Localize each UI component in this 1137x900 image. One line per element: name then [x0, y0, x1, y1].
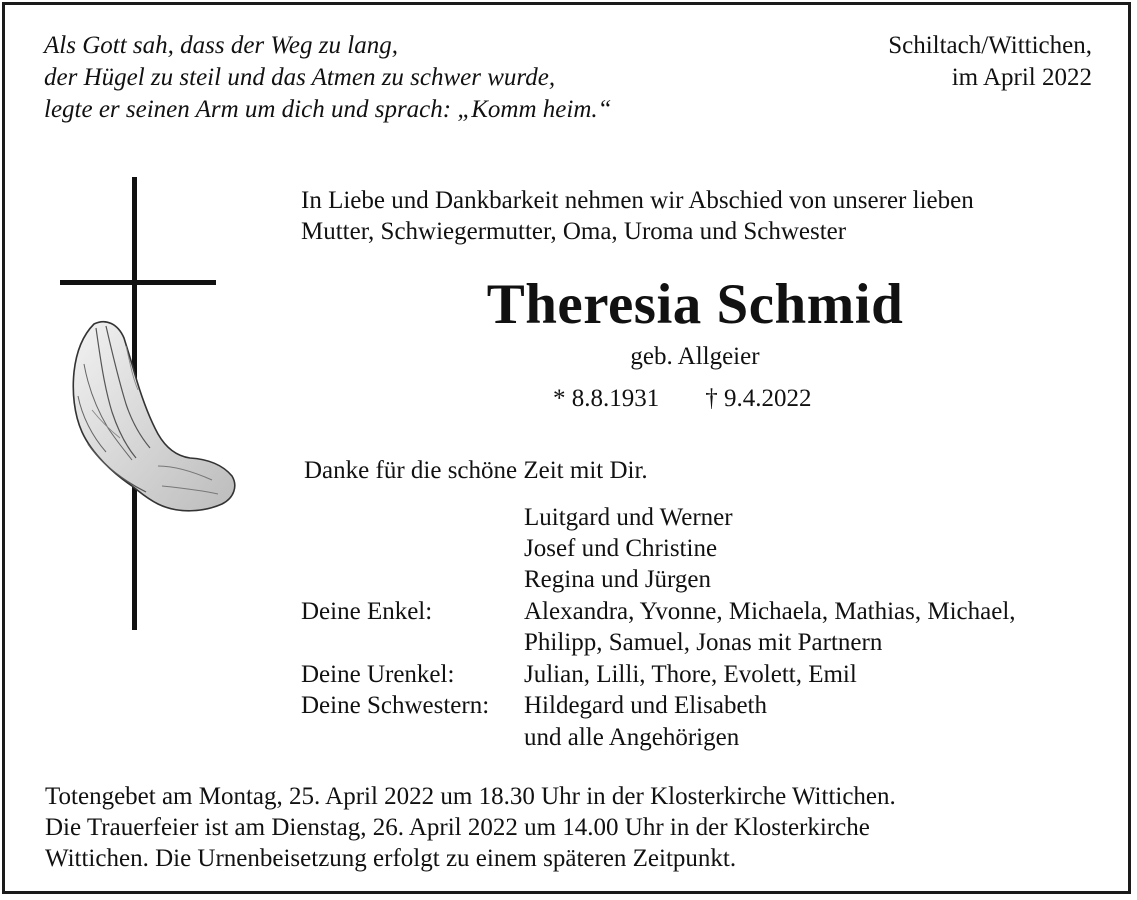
- quote-line: legte er seinen Arm um dich und sprach: „Komm heim.“: [44, 96, 612, 123]
- quote-line: der Hügel zu steil und das Atmen zu schwer wurde,: [44, 64, 556, 91]
- service-information: [45, 781, 896, 874]
- life-dates: [553, 384, 812, 414]
- cross-icon-bar: [60, 280, 216, 285]
- date: im April 2022: [951, 64, 1092, 91]
- service-line: Wittichen. Die Urnenbeisetzung erfolgt zu einem späteren Zeitpunkt.: [45, 845, 737, 872]
- deceased-name: Theresia Schmid: [486, 273, 904, 336]
- great-grandchildren-names: Julian, Lilli, Thore, Evolett, Emil: [524, 661, 857, 688]
- service-line: Totengebet am Montag, 25. April 2022 um 18.30 Uhr in der Klosterkirche Wittichen.: [45, 783, 896, 810]
- birth-date: * 8.8.1931: [553, 385, 660, 412]
- birth-name: geb. Allgeier: [630, 343, 760, 370]
- service-line: Die Trauerfeier ist am Dienstag, 26. April 2022 um 14.00 Uhr in der Klosterkirche: [45, 814, 870, 841]
- child-couple: Regina und Jürgen: [524, 566, 712, 593]
- memorial-quote: [44, 30, 612, 126]
- grandchildren-names: Philipp, Samuel, Jonas mit Partnern: [524, 629, 883, 656]
- intro-line: Mutter, Schwiegermutter, Oma, Uroma und Schwester: [301, 218, 847, 245]
- grandchildren-label: Deine Enkel:: [301, 598, 433, 625]
- child-couple: Josef und Christine: [524, 535, 718, 562]
- child-couple: Luitgard und Werner: [524, 504, 733, 531]
- place-and-date: [888, 30, 1092, 94]
- relatives-line: und alle Angehörigen: [524, 724, 740, 751]
- sisters-names: Hildegard und Elisabeth: [524, 692, 767, 719]
- grandchildren-names: Alexandra, Yvonne, Michaela, Mathias, Michael,: [524, 598, 1016, 625]
- farewell-intro: [301, 185, 974, 247]
- great-grandchildren-label: Deine Urenkel:: [301, 661, 455, 688]
- thanks-line: Danke für die schöne Zeit mit Dir.: [304, 457, 648, 484]
- sisters-label: Deine Schwestern:: [301, 692, 490, 719]
- death-date: † 9.4.2022: [705, 385, 812, 412]
- intro-line: In Liebe und Dankbarkeit nehmen wir Abschied von unserer lieben: [301, 187, 974, 214]
- place: Schiltach/Wittichen,: [888, 32, 1092, 59]
- quote-line: Als Gott sah, dass der Weg zu lang,: [44, 32, 398, 59]
- praying-hands-icon: [66, 316, 241, 524]
